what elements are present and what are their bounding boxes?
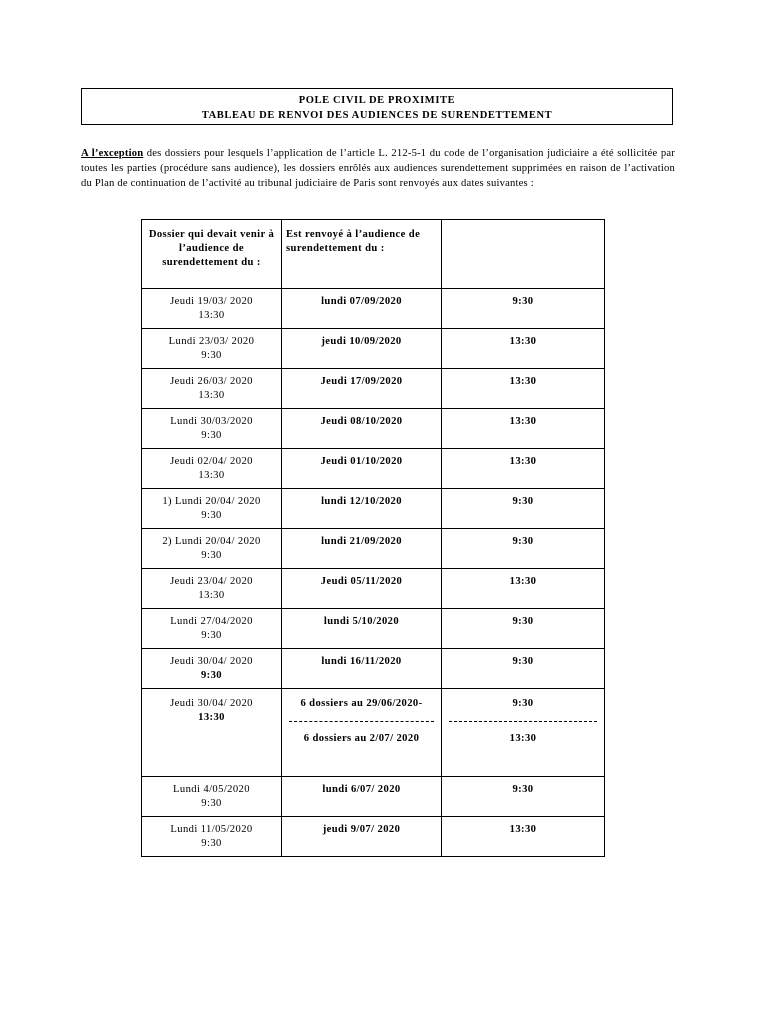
new-hearing-date: Jeudi 17/09/2020 bbox=[282, 369, 442, 409]
original-time: 9:30 bbox=[201, 838, 222, 849]
original-hearing-cell bbox=[142, 329, 282, 369]
original-date: Lundi 23/03/ 2020 bbox=[168, 336, 255, 347]
original-hearing-cell bbox=[142, 817, 282, 857]
original-date: Lundi 4/05/2020 bbox=[173, 784, 250, 795]
original-date: Lundi 27/04/2020 bbox=[170, 616, 253, 627]
new-hearing-time: 13:30 bbox=[442, 569, 605, 609]
table-row bbox=[142, 649, 605, 689]
table-row bbox=[142, 777, 605, 817]
schedule-table bbox=[141, 219, 605, 857]
original-hearing-cell bbox=[142, 529, 282, 569]
original-time: 9:30 bbox=[201, 630, 222, 641]
new-hearing-date: lundi 16/11/2020 bbox=[282, 649, 442, 689]
original-time: 9:30 bbox=[201, 510, 222, 521]
original-time: 13:30 bbox=[198, 310, 225, 321]
header-line-2: TABLEAU DE RENVOI DES AUDIENCES DE SURENDETTEMENT bbox=[201, 110, 553, 121]
original-time: 13:30 bbox=[198, 590, 225, 601]
new-hearing-date: lundi 6/07/ 2020 bbox=[282, 777, 442, 817]
new-hearing-time: 9:30 bbox=[442, 489, 605, 529]
intro-lead: A l’exception bbox=[81, 148, 144, 159]
original-time: 9:30 bbox=[201, 550, 222, 561]
col-header-time bbox=[442, 220, 605, 289]
original-hearing-cell bbox=[142, 369, 282, 409]
new-hearing-date: Jeudi 01/10/2020 bbox=[282, 449, 442, 489]
intro-paragraph bbox=[81, 146, 675, 191]
new-hearing-time: 13:30 bbox=[442, 369, 605, 409]
original-time: 9:30 bbox=[201, 798, 222, 809]
table-row bbox=[142, 529, 605, 569]
original-hearing-cell bbox=[142, 489, 282, 529]
new-hearing-time: 9:30 bbox=[442, 777, 605, 817]
original-time: 13:30 bbox=[198, 390, 225, 401]
new-hearing-date: lundi 5/10/2020 bbox=[282, 609, 442, 649]
col-header-renvoi: Est renvoyé à l’audience de surendettement du : bbox=[282, 220, 442, 289]
original-time: 13:30 bbox=[198, 470, 225, 481]
original-hearing-cell bbox=[142, 689, 282, 777]
new-date-2: 6 dossiers au 2/07/ 2020 bbox=[303, 733, 420, 744]
new-hearing-time: 13:30 bbox=[442, 449, 605, 489]
table-row bbox=[142, 329, 605, 369]
dashed-separator bbox=[289, 721, 434, 722]
new-hearing-time: 9:30 bbox=[442, 289, 605, 329]
new-hearing-time: 9:30 bbox=[442, 529, 605, 569]
new-hearing-time: 9:30 bbox=[442, 649, 605, 689]
original-time: 13:30 bbox=[198, 712, 225, 723]
original-time: 9:30 bbox=[201, 350, 222, 361]
original-date: 1) Lundi 20/04/ 2020 bbox=[162, 496, 261, 507]
table-row bbox=[142, 609, 605, 649]
header-line-1: POLE CIVIL DE PROXIMITE bbox=[298, 95, 456, 106]
new-date-1: 6 dossiers au 29/06/2020- bbox=[300, 698, 423, 709]
original-date: Lundi 30/03/2020 bbox=[170, 416, 253, 427]
intro-text: des dossiers pour lesquels l’application de l’article L. 212-5-1 du code de l’organisation judiciaire a été sollicitée par toutes les parties (procédure sans audience), les dossiers enrôlés aux audiences surendettement supprimées en raison de l’activation du Plan de continuation de l’activité au tribunal judiciaire de Paris sont renvoyés aux dates suivantes : bbox=[81, 148, 675, 189]
table-row bbox=[142, 489, 605, 529]
new-hearing-time: 13:30 bbox=[442, 329, 605, 369]
original-date: Lundi 11/05/2020 bbox=[170, 824, 253, 835]
table-row bbox=[142, 369, 605, 409]
new-hearing-date: lundi 12/10/2020 bbox=[282, 489, 442, 529]
schedule-body bbox=[142, 220, 605, 857]
original-date: Jeudi 26/03/ 2020 bbox=[170, 376, 253, 387]
new-hearing-date: Jeudi 08/10/2020 bbox=[282, 409, 442, 449]
new-hearing-date: jeudi 9/07/ 2020 bbox=[282, 817, 442, 857]
new-hearing-time: 13:30 bbox=[442, 817, 605, 857]
col-header-original: Dossier qui devait venir à l’audience de surendettement du : bbox=[142, 220, 282, 289]
new-hearing-time: 13:30 bbox=[442, 409, 605, 449]
new-hearing-date: jeudi 10/09/2020 bbox=[282, 329, 442, 369]
dashed-separator bbox=[449, 721, 597, 722]
original-date: Jeudi 30/04/ 2020 bbox=[170, 698, 253, 709]
table-row-split bbox=[142, 689, 605, 777]
document-header bbox=[81, 88, 673, 125]
original-hearing-cell bbox=[142, 649, 282, 689]
original-date: 2) Lundi 20/04/ 2020 bbox=[162, 536, 261, 547]
original-hearing-cell bbox=[142, 289, 282, 329]
original-hearing-cell bbox=[142, 569, 282, 609]
new-hearing-time bbox=[442, 689, 605, 777]
original-date: Jeudi 19/03/ 2020 bbox=[170, 296, 253, 307]
original-hearing-cell bbox=[142, 609, 282, 649]
original-time: 9:30 bbox=[201, 430, 222, 441]
new-hearing-date bbox=[282, 689, 442, 777]
original-date: Jeudi 23/04/ 2020 bbox=[170, 576, 253, 587]
table-row bbox=[142, 409, 605, 449]
original-date: Jeudi 30/04/ 2020 bbox=[170, 656, 253, 667]
table-row bbox=[142, 289, 605, 329]
table-row bbox=[142, 817, 605, 857]
table-header-row bbox=[142, 220, 605, 289]
original-date: Jeudi 02/04/ 2020 bbox=[170, 456, 253, 467]
new-hearing-date: Jeudi 05/11/2020 bbox=[282, 569, 442, 609]
new-time-2: 13:30 bbox=[509, 733, 537, 744]
original-hearing-cell bbox=[142, 409, 282, 449]
new-hearing-date: lundi 07/09/2020 bbox=[282, 289, 442, 329]
new-hearing-time: 9:30 bbox=[442, 609, 605, 649]
new-time-1: 9:30 bbox=[512, 698, 534, 709]
original-time: 9:30 bbox=[200, 670, 223, 681]
original-hearing-cell bbox=[142, 777, 282, 817]
table-row bbox=[142, 449, 605, 489]
new-hearing-date: lundi 21/09/2020 bbox=[282, 529, 442, 569]
original-hearing-cell bbox=[142, 449, 282, 489]
table-row bbox=[142, 569, 605, 609]
